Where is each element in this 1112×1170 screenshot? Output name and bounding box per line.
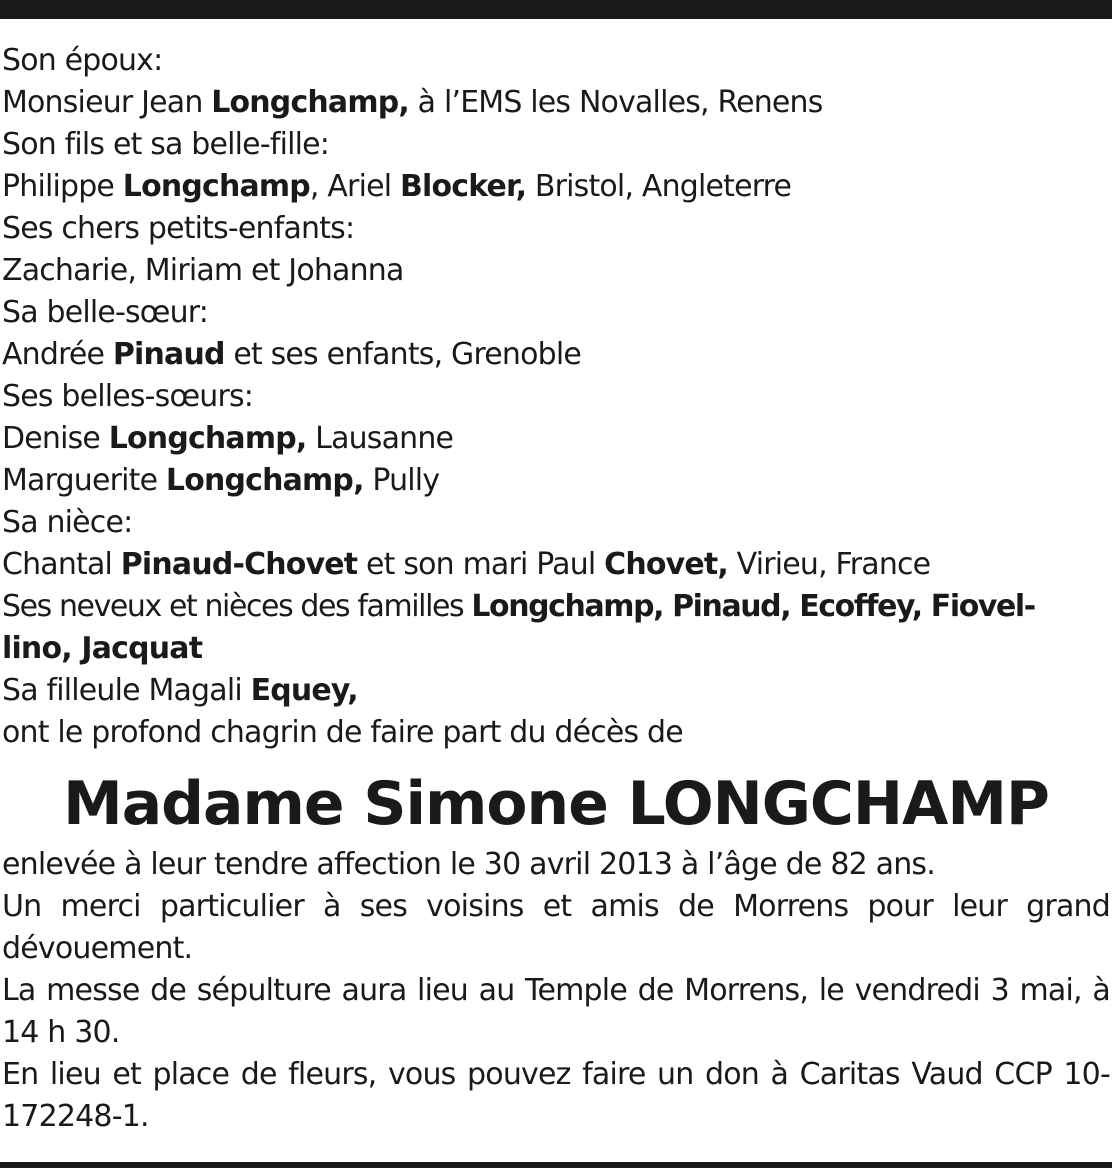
family-line: Zacharie, Miriam et Johanna [2, 253, 404, 288]
family-line: Son fils et sa belle-fille: [2, 127, 330, 162]
family-line: Denise Longchamp, Lausanne [2, 421, 454, 456]
family-line: Chantal Pinaud-Chovet et son mari Paul Chovet, Virieu, France [2, 547, 931, 582]
family-line: Andrée Pinaud et ses enfants, Grenoble [2, 337, 582, 372]
closing-paragraph: Un merci particulier à ses voisins et amis de Morrens pour leur grand dévouement. [2, 889, 1110, 966]
obituary-notice [2, 40, 1110, 1138]
family-line: Ses belles-sœurs: [2, 379, 254, 414]
family-line: Monsieur Jean Longchamp, à l’EMS les Novalles, Renens [2, 85, 823, 120]
family-line: Marguerite Longchamp, Pully [2, 463, 440, 498]
family-line: Sa nièce: [2, 505, 133, 540]
deceased-name: Madame Simone LONGCHAMP [63, 769, 1049, 839]
family-line: lino, Jacquat [2, 631, 203, 666]
family-line: Son époux: [2, 43, 163, 78]
family-line: Sa filleule Magali Equey, [2, 673, 358, 708]
top-rule [0, 0, 1112, 19]
family-line: Ses chers petits-enfants: [2, 211, 355, 246]
bottom-rule [0, 1162, 1112, 1168]
announcement-line: ont le profond chagrin de faire part du décès de [2, 715, 683, 750]
closing-paragraph: enlevée à leur tendre affection le 30 avril 2013 à l’âge de 82 ans. [2, 847, 935, 882]
family-line: Ses neveux et nièces des familles Longchamp, Pinaud, Ecoffey, Fiovel- [2, 589, 1035, 624]
family-line: Sa belle-sœur: [2, 295, 209, 330]
family-line: Philippe Longchamp, Ariel Blocker, Bristol, Angleterre [2, 169, 792, 204]
closing-paragraph: La messe de sépulture aura lieu au Temple de Morrens, le vendredi 3 mai, à 14 h 30. [2, 973, 1110, 1050]
closing-paragraph: En lieu et place de fleurs, vous pouvez faire un don à Caritas Vaud CCP 10-172248-1. [2, 1057, 1110, 1134]
